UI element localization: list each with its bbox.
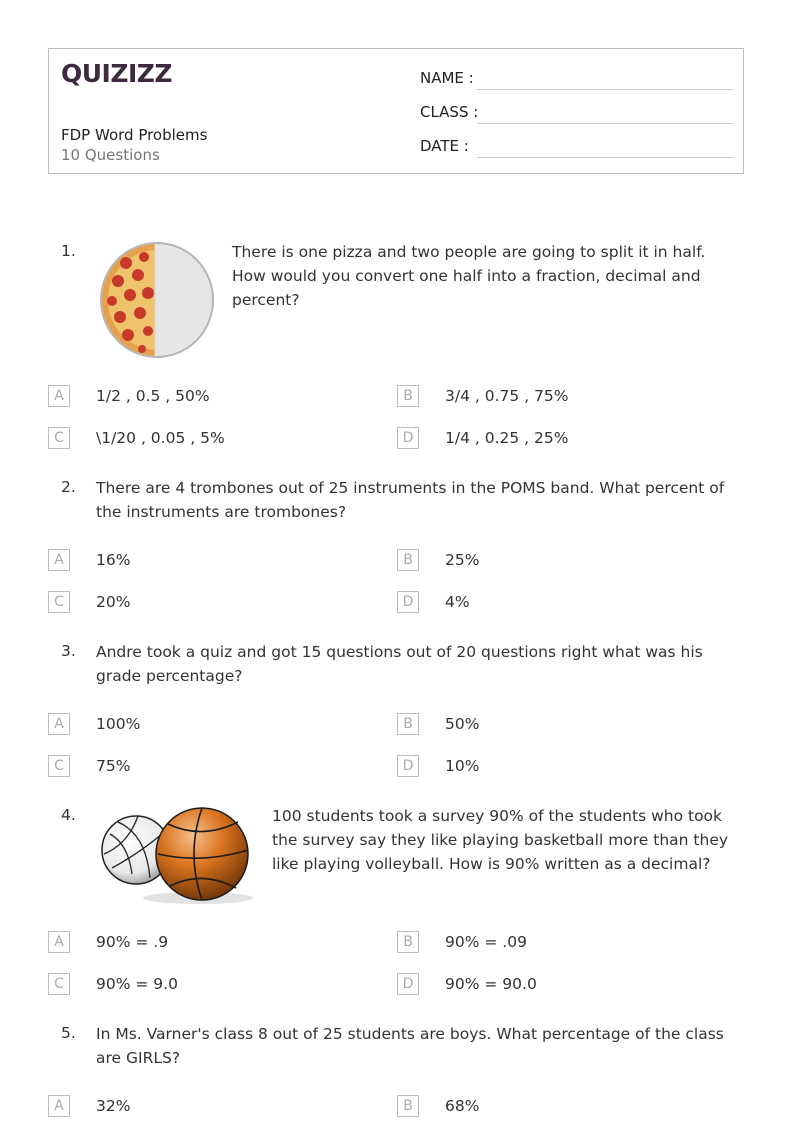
question-number: 4. (61, 806, 76, 824)
option-a-text: 16% (96, 551, 131, 569)
option-b-text: 68% (445, 1097, 480, 1115)
option-c-text: \1/20 , 0.05 , 5% (96, 429, 225, 447)
option-c-box[interactable]: C (48, 755, 70, 777)
question-number: 3. (61, 642, 76, 660)
question-text: There are 4 trombones out of 25 instruments in the POMS band. What percent of the instruments are trombones? (96, 479, 725, 521)
question-number: 1. (61, 242, 76, 260)
option-a-box[interactable]: A (48, 385, 70, 407)
worksheet-title: FDP Word Problems (61, 126, 208, 144)
question-number: 2. (61, 478, 76, 496)
volleyball-basketball-image (98, 804, 258, 908)
class-field[interactable] (477, 123, 733, 124)
question-text: Andre took a quiz and got 15 questions out of 20 questions right what was his grade percentage? (96, 643, 703, 685)
option-c-box[interactable]: C (48, 973, 70, 995)
option-b-text: 3/4 , 0.75 , 75% (445, 387, 569, 405)
option-c-text: 20% (96, 593, 131, 611)
name-field[interactable] (477, 89, 733, 90)
option-d-text: 10% (445, 757, 480, 775)
half-pizza-image (98, 241, 216, 359)
date-label: DATE : (420, 137, 469, 155)
name-label: NAME : (420, 69, 474, 87)
option-c-box[interactable]: C (48, 591, 70, 613)
option-a-text: 90% = .9 (96, 933, 169, 951)
option-a-text: 32% (96, 1097, 131, 1115)
option-d-box[interactable]: D (397, 755, 419, 777)
option-a-text: 100% (96, 715, 141, 733)
question-number: 5. (61, 1024, 76, 1042)
question-text: In Ms. Varner's class 8 out of 25 students are boys. What percentage of the class are GIRLS? (96, 1025, 724, 1067)
quizizz-logo: QUIZIZZ (61, 59, 173, 88)
option-c-box[interactable]: C (48, 427, 70, 449)
option-b-text: 25% (445, 551, 480, 569)
question-count: 10 Questions (61, 146, 160, 164)
option-d-text: 90% = 90.0 (445, 975, 537, 993)
option-a-text: 1/2 , 0.5 , 50% (96, 387, 210, 405)
option-d-text: 1/4 , 0.25 , 25% (445, 429, 569, 447)
option-d-box[interactable]: D (397, 973, 419, 995)
option-a-box[interactable]: A (48, 549, 70, 571)
option-d-text: 4% (445, 593, 470, 611)
question-text: There is one pizza and two people are going to split it in half. How would you convert one half into a fraction, decimal and percent? (232, 243, 706, 309)
date-field[interactable] (477, 157, 733, 158)
option-b-box[interactable]: B (397, 549, 419, 571)
option-a-box[interactable]: A (48, 713, 70, 735)
worksheet-header (48, 48, 744, 174)
option-c-text: 75% (96, 757, 131, 775)
option-b-box[interactable]: B (397, 1095, 419, 1117)
option-c-text: 90% = 9.0 (96, 975, 178, 993)
option-a-box[interactable]: A (48, 1095, 70, 1117)
option-b-box[interactable]: B (397, 385, 419, 407)
question-text: 100 students took a survey 90% of the students who took the survey say they like playing basketball more than they like playing volleyball. How is 90% written as a decimal? (272, 807, 729, 873)
option-b-text: 90% = .09 (445, 933, 527, 951)
option-b-box[interactable]: B (397, 931, 419, 953)
option-a-box[interactable]: A (48, 931, 70, 953)
option-d-box[interactable]: D (397, 591, 419, 613)
option-b-text: 50% (445, 715, 480, 733)
option-d-box[interactable]: D (397, 427, 419, 449)
class-label: CLASS : (420, 103, 479, 121)
option-b-box[interactable]: B (397, 713, 419, 735)
